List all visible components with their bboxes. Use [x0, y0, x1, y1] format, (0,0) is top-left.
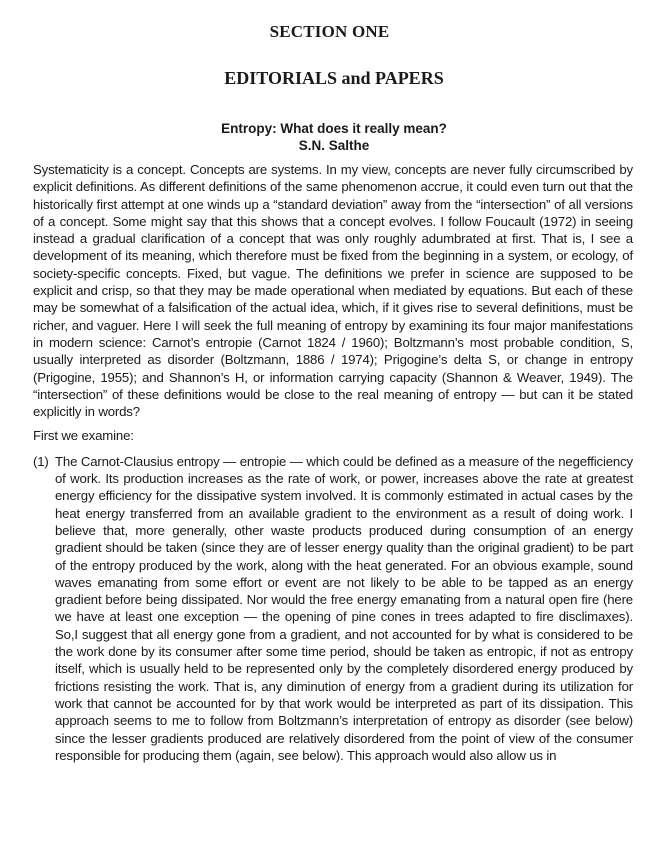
list-item — [33, 453, 633, 764]
article-body — [33, 161, 633, 764]
article-title: Entropy: What does it really mean? — [221, 121, 447, 136]
article-author: S.N. Salthe — [298, 138, 370, 153]
list-item-number: (1) — [33, 453, 49, 469]
intro-paragraph: Systematicity is a concept. Concepts are systems. In my view, concepts are never fully circumscribed by explicit definitions. As different definitions of the same phenomenon accrue, it could even turn out that the historically first attempt at one winds up a “standard deviation” away from the “intersection” of all versions of a concept. Some might say that this shows that a concept evolves. I follow Foucault (1972) in seeing instead a gradual clarification of a concept that was only roughly adumbrated at first. That is, I see a development of its meaning, which therefore must be fixed from the beginning in a system, or ecology, of society-specific concepts. Fixed, but vague. The definitions we prefer in science are supposed to be explicit and crisp, so that they may be made operational when mediated by equations. But each of these may be somewhat of a falsification of the actual idea, which, if it gives rise to several definitions, must be richer, and vaguer. Here I will seek the full meaning of entropy by examining its four major manifestations in modern science: Carnot’s entropie (Carnot 1824 / 1960); Boltzmann’s most probable condition, S, usually interpreted as disorder (Boltzmann, 1886 / 1974); Prigogine’s delta S, or change in entropy (Prigogine, 1955); and Shannon’s H, or information carrying capacity (Shannon & Weaver, 1949). The “intersection” of these definitions would be close to the real meaning of entropy — but can it be stated explicitly in words? — [33, 162, 633, 420]
list-item-text: The Carnot-Clausius entropy — entropie — which could be defined as a measure of the negefficiency of work. Its production increases as the rate of work, or power, increases above the rate at greatest energy efficiency for the dissipative system involved. It is commonly estimated in actual cases by the heat energy transferred from an available gradient to the environment as a result of doing work. I believe that, more generally, other waste products produced during consumption of an energy gradient should be taken (since they are of lesser energy quality than the original gradient) to be part of the entropy produced by the work, along with the heat generated. For an obvious example, sound waves emanating from some effort or event are not likely to be able to be tapped as an energy gradient before being dissipated. Nor would the free energy emanating from a natural open fire (here we have at least one exception — the opening of pine cones in trees adapted to fire disclimaxes). So,I suggest that all energy gone from a gradient, and not accounted for by what is considered to be the work done by its consumer after some time period, should be taken as entropic, if not as entropy itself, which is usually held to be represented only by the completely disordered energy produced by frictions resisting the work. That is, any diminution of energy from a gradient during its utilization for work that cannot be accounted for by that work would be interpreted as part of its dissipation. This approach seems to me to follow from Boltzmann’s interpretation of entropy as disorder (see below) since the lesser gradients produced are relatively disordered from the point of view of the consumer responsible for producing them (again, see below). This approach would also allow us in — [55, 453, 633, 763]
lead-paragraph: First we examine: — [33, 428, 134, 444]
section-subtitle: EDITORIALS and PAPERS — [224, 68, 444, 88]
section-title: SECTION ONE — [269, 22, 390, 41]
